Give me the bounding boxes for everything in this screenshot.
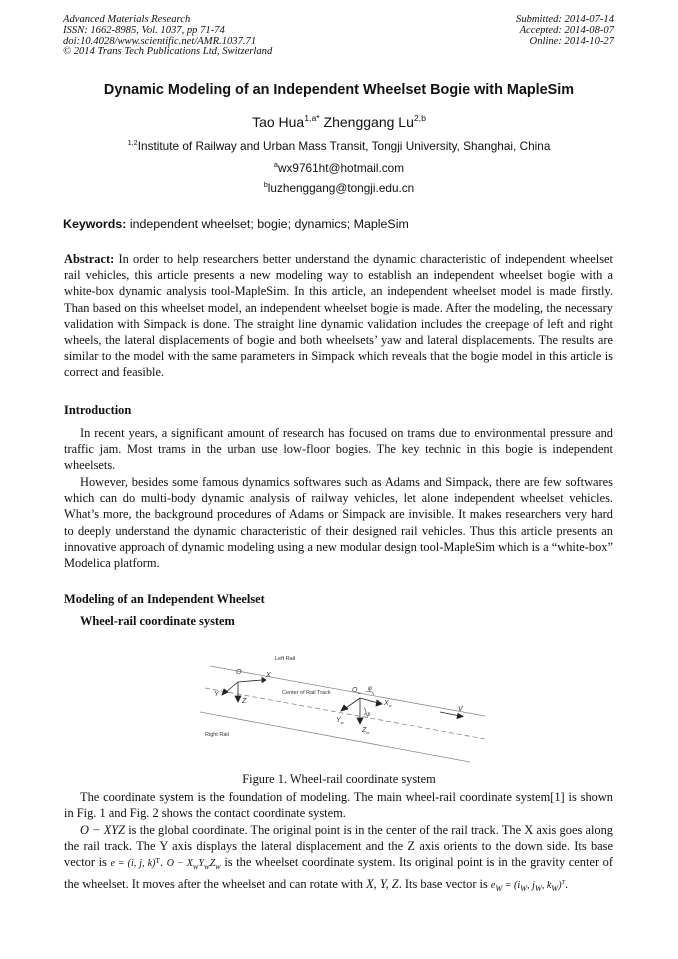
email-a-text: wx9761ht@hotmail.com	[277, 161, 405, 175]
email-b-text: luzhenggang@tongji.edu.cn	[267, 181, 415, 195]
email-b-sup: b	[263, 179, 268, 189]
x-axis-arrow	[238, 680, 262, 682]
abstract-text: In order to help researchers better understand the dynamic characteristic of independent wheelset rail vehicles, this article presents a new modeling way to establish an independent wheelset bogie with a white-box dynamic analysis tool-MapleSim. In this article, an independent wheelset model is made firstly. Than based on this wheelset model, an independent wheelset bogie is made. After the modeling, the necessary validation with Simpack is done. The straight line dynamic validation includes the creepage of left and right wheels, the lateral displacements of bogie and both wheelsets’ yaw and lateral displacements. The results are similar to the model with the same parameters in Simpack which reveals that the bogie model in this article is correct and feasible.	[64, 252, 613, 380]
origin-label: O	[236, 669, 242, 676]
center-track-line	[205, 688, 485, 739]
center-track-label: Center of Rail Track	[282, 690, 331, 696]
global-coord-symbol: O − XYZ	[80, 823, 126, 837]
issn-line: ISSN: 1662-8985, Vol. 1037, pp 71-74	[63, 24, 225, 36]
yw-axis-arrow	[346, 698, 360, 708]
wheel-rail-figure	[200, 648, 485, 768]
body-paragraph-2: O − XYZ is the global coordinate. The original point is in the center of the rail track. The X axis goes along the rail track. The Y axis displays the lateral displacement and the Z axis orients to the down side. Its base vector is e = (i, j, k)$^T$. $O - X_wY_wZ_w$ is the wheelset coordinate system. Its original point is in the gravity center of the wheelset. It moves after the wheelset and can rotate with X, Y, Z. Its base vector is $e_W = (i_W$, $j_W$, $k_W)^T$.	[64, 823, 614, 893]
body-text-c: is the wheelset coordinate system. Its original point is in the gravity center of the wheelset. It moves after the wheelset and can rotate with	[64, 855, 614, 891]
affiliation-sup: 1,2	[127, 137, 138, 147]
author-line	[0, 114, 678, 130]
journal-name: Advanced Materials Research	[63, 14, 191, 25]
velocity-label: V	[458, 706, 463, 713]
xw-axis-arrow	[360, 698, 378, 703]
phi-label: φ	[368, 686, 372, 692]
body-text-d: . Its base vector is	[398, 876, 491, 891]
email-b	[0, 181, 678, 195]
email-a-sup: a	[273, 159, 278, 169]
z-label: Z	[242, 698, 247, 705]
abstract	[64, 251, 613, 381]
keywords	[63, 217, 409, 231]
zw-label: $Z_w$	[362, 727, 370, 735]
intro-paragraph-1: In recent years, a significant amount of research has focused on trams due to environmental pressure and traffic jam. Most trams in the urban use low-floor bogies. The key technic in this bogie is independent wheelsets.	[64, 426, 613, 473]
accepted-date: Accepted: 2014-08-07	[519, 24, 614, 36]
doi-line: doi:10.4028/www.scientific.net/AMR.1037.71	[63, 35, 257, 47]
y-axis-arrow	[226, 682, 238, 692]
base-vector-e: e = (i, j, k)	[110, 858, 156, 870]
email-a	[0, 161, 678, 175]
journal-header-left	[63, 15, 272, 58]
author-1: Tao Hua	[252, 114, 305, 130]
online-date: Online: 2014-10-27	[529, 35, 614, 47]
yw-label: $Y_w$	[336, 717, 344, 725]
left-rail-label: Left Rail	[275, 656, 296, 662]
figure-caption: Figure 1. Wheel-rail coordinate system	[242, 772, 436, 786]
copyright-line: © 2014 Trans Tech Publications Ltd, Switzerland	[63, 46, 273, 58]
body-text-a: is the global coordinate. The original point is in the center of the rail track. The X axis goes along the rail track. The Y axis displays the lateral displacement and the Z axis orients to the down side. Its base vector is	[64, 823, 613, 870]
keywords-label: Keywords:	[63, 217, 127, 231]
keywords-text: independent wheelset; bogie; dynamics; MapleSim	[129, 217, 409, 231]
modeling-heading: Modeling of an Independent Wheelset	[64, 592, 265, 606]
abstract-label: Abstract:	[64, 252, 115, 266]
author-2-sup: 2,b	[413, 112, 426, 123]
wheelset-base-vector: $e_W = (i_W$, $j_W$, $k_W)^T$	[490, 878, 565, 893]
introduction-heading: Introduction	[64, 403, 132, 417]
affiliation-text: Institute of Railway and Urban Mass Transit, Tongji University, Shanghai, China	[137, 139, 551, 153]
velocity-arrow	[440, 712, 460, 716]
right-rail-label: Right Rail	[205, 732, 229, 738]
transpose-t: T	[155, 856, 161, 866]
body-paragraph-1: The coordinate system is the foundation of modeling. The main wheel-rail coordinate system[1] is shown in Fig. 1 and Fig. 2 shows the contact coordinate system.	[64, 790, 613, 821]
journal-header-right	[516, 15, 614, 47]
ow-label: $O_w$	[352, 687, 361, 695]
x-label: X	[266, 672, 271, 679]
wheelset-coord-symbol: $O - X_wY_wZ_w$	[166, 858, 221, 872]
y-label: Y	[214, 691, 219, 698]
submitted-date: Submitted: 2014-07-14	[516, 14, 614, 25]
xw-label: $X_w$	[384, 700, 392, 708]
intro-paragraph-2: However, besides some famous dynamics softwares such as Adams and Simpack, there are few softwares which can do multi-body dynamic analysis of railway vehicles, let alone independent wheelset vehicles. What’s more, the background procedures of Adams or Simpack are invisible. It makes researchers very hard to deeply understand the dynamic characteristic of their designed rail vehicles. Thus this article presents an innovative approach of dynamic modeling using a new modular design tool-MapleSim which is a “white-box” Modelica platform.	[64, 475, 613, 571]
rotation-axes: X, Y, Z	[366, 876, 399, 891]
author-1-sup: 1,a*	[304, 112, 320, 123]
affiliation	[0, 139, 678, 153]
paper-title: Dynamic Modeling of an Independent Wheelset Bogie with MapleSim	[103, 82, 575, 98]
author-2: Zhenggang Lu	[323, 114, 414, 130]
right-rail-line	[200, 712, 470, 762]
coordinate-subheading: Wheel-rail coordinate system	[80, 614, 235, 628]
psi-label: ψ	[366, 712, 371, 718]
body-text-b: .	[160, 855, 167, 870]
